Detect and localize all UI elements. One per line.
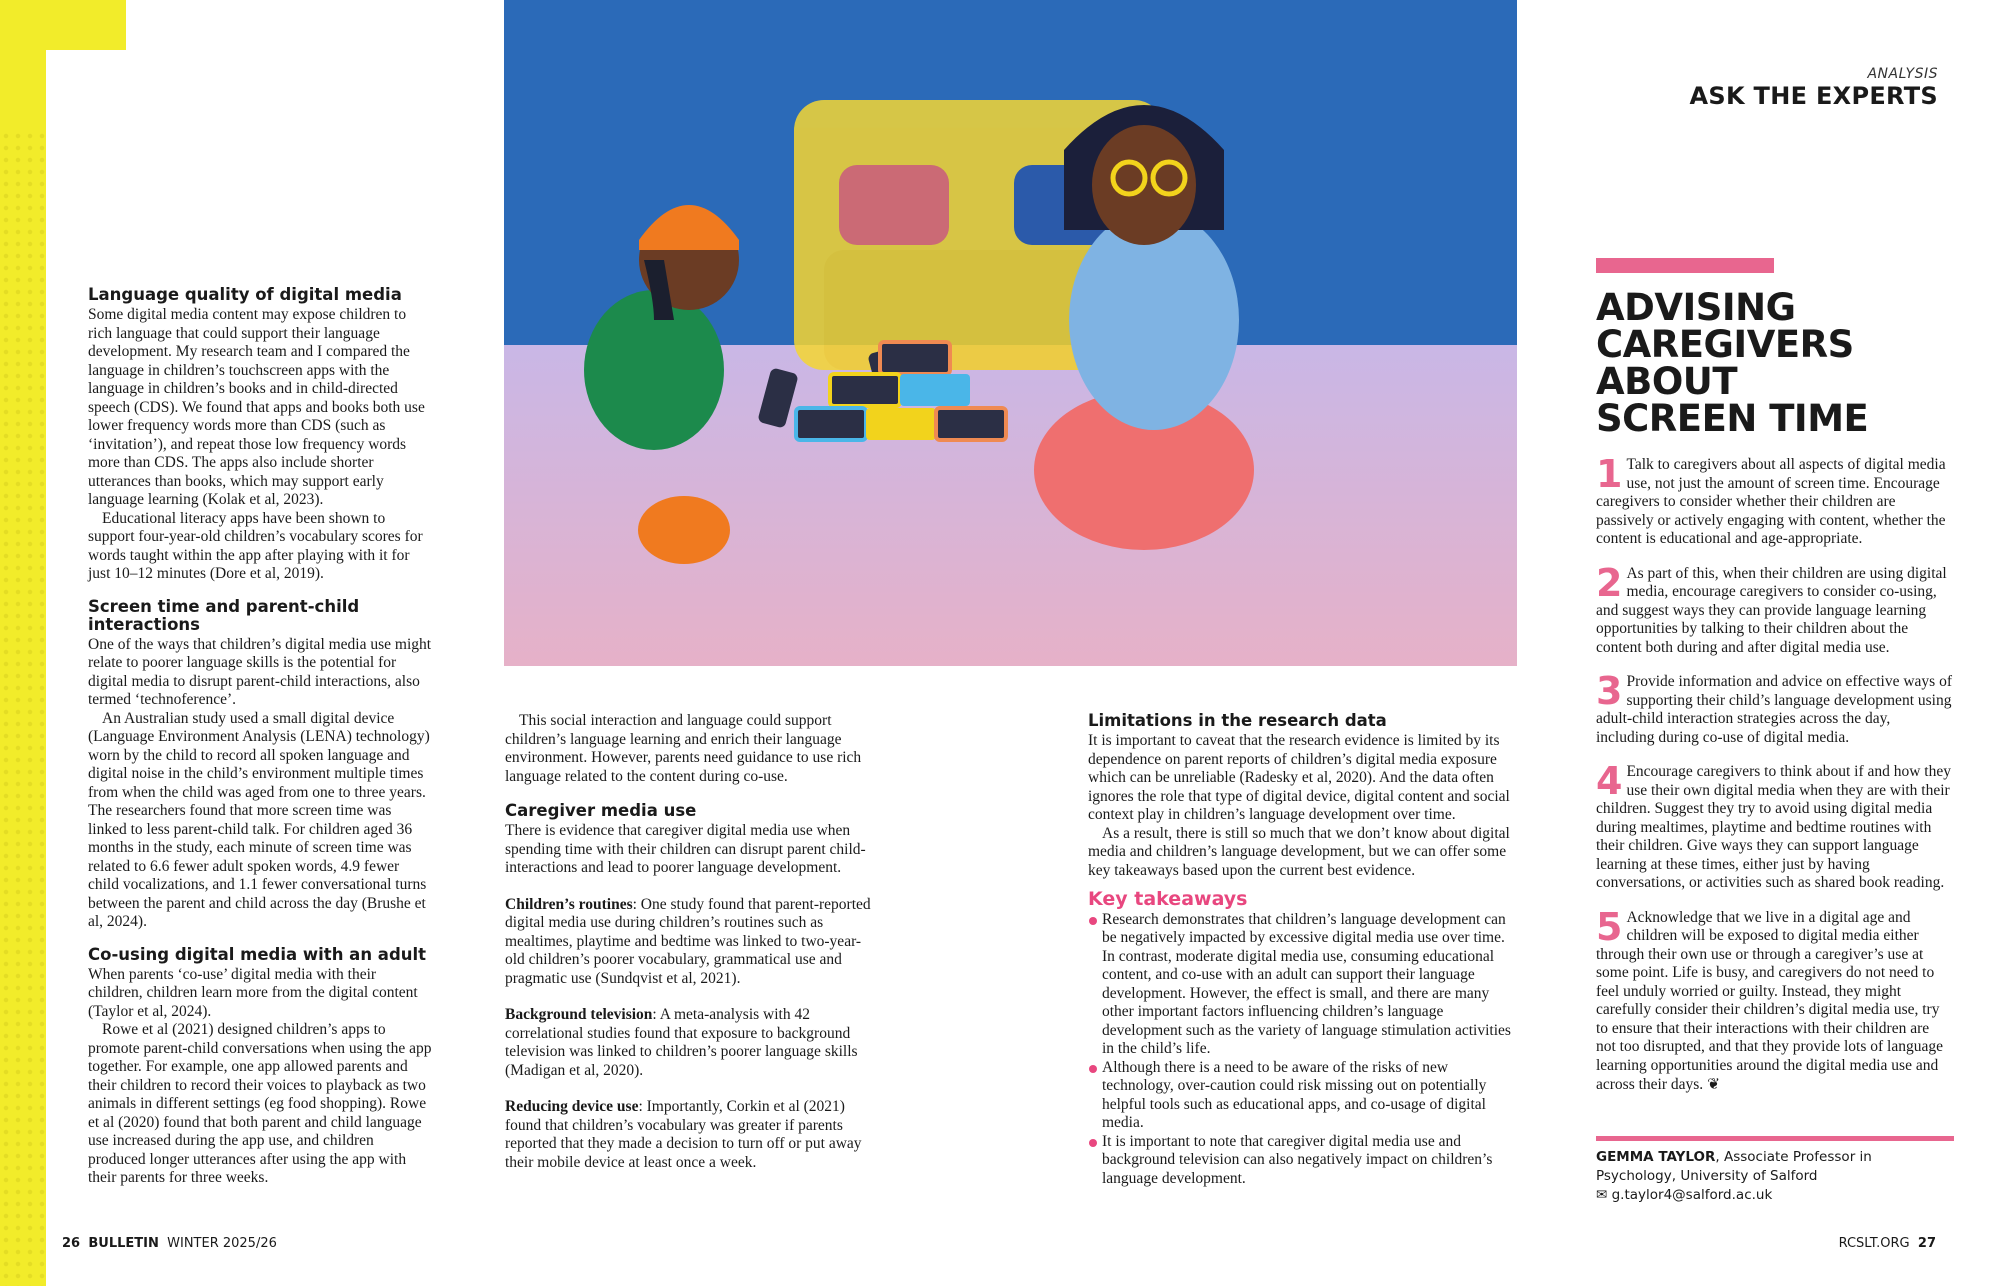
paragraph: There is evidence that caregiver digital media use when spending time with their children can disrupt parent child-interactions and lead to poorer language development. bbox=[505, 822, 866, 876]
end-mark-icon: ❦ bbox=[1707, 1075, 1721, 1093]
lead-in: Reducing device use bbox=[505, 1098, 639, 1115]
email-icon: ✉ bbox=[1596, 1187, 1608, 1203]
author-name: GEMMA TAYLOR bbox=[1596, 1149, 1716, 1165]
title-line: ADVISING bbox=[1596, 286, 1796, 329]
heading-limitations: Limitations in the research data bbox=[1088, 711, 1387, 730]
tip-number: 4 bbox=[1596, 759, 1623, 803]
heading-screen-time: Screen time and parent-child interactions bbox=[88, 596, 360, 634]
article-column-3 bbox=[1088, 712, 1514, 1188]
paragraph: An Australian study used a small digital device (Language Environment Analysis (LENA) technology) worn by the child to record all spoken language and digital noise in the child’s environment multiple times from when the child was aged from one to three years. The researchers found that more screen time was linked to less parent-child talk. For children aged 36 months in the study, each minute of screen time was related to 6.6 fewer adult spoken words, 4.9 fewer child vocalizations, and 1.1 fewer conversational turns between the parent and child across the day (Brushe et al, 2024). bbox=[88, 709, 430, 930]
issue-label: WINTER 2025/26 bbox=[167, 1236, 277, 1251]
heading-language-quality: Language quality of digital media bbox=[88, 285, 402, 304]
tip-item bbox=[1596, 669, 1952, 747]
paragraph: As a result, there is still so much that we don’t know about digital media and children’s language development, but we can offer some key takeaways based upon the current best evidence. bbox=[1088, 824, 1510, 879]
publication-name: BULLETIN bbox=[88, 1236, 159, 1251]
footer-left bbox=[62, 1236, 277, 1251]
paragraph-body: : A meta-analysis with 42 correlational studies found that exposure to background television was linked to children’s poorer language skills (Madigan et al, 2020). bbox=[505, 1006, 858, 1079]
lead-in: Background television bbox=[505, 1006, 653, 1023]
author-role: , Associate Professor in Psychology, University of Salford bbox=[1596, 1149, 1872, 1184]
heading-co-using: Co-using digital media with an adult bbox=[88, 944, 427, 964]
paragraph: When parents ‘co-use’ digital media with their children, children learn more from the digital content (Taylor et al, 2024). bbox=[88, 965, 418, 1020]
illustration-svg bbox=[504, 0, 1517, 666]
takeaways-list bbox=[1088, 911, 1514, 1189]
article-column-1 bbox=[88, 286, 434, 1188]
paragraph: Some digital media content may expose children to rich language that could support their language development. My research team and I compared the language in children’s touchscreen apps with the language in children’s books and in child-directed speech (CDS). We found that apps and books both use lower frequency words more than CDS (such as ‘invitation’), and repeat those low frequency words more than CDS. The apps also include shorter utterances than books, which may support early language learning (Kolak et al, 2023). bbox=[88, 306, 425, 508]
heading-caregiver-media: Caregiver media use bbox=[505, 801, 697, 820]
tip-text: Provide information and advice on effective ways of supporting their child’s language development using adult-child interaction strategies across the day, including during co-use of digital media. bbox=[1596, 673, 1952, 746]
tip-text: Encourage caregivers to think about if and how they use their own digital media when they are with their children. Suggest they try to avoid using digital media during mealtimes, playtime and bedtime routines with their children. Give ways they can support language learning at these times, either just by having conversations, or activities such as shared book reading. bbox=[1596, 763, 1951, 891]
title-line: SCREEN TIME bbox=[1596, 397, 1869, 440]
author-credit bbox=[1596, 1148, 1956, 1205]
page-number-left: 26 bbox=[62, 1236, 81, 1251]
site-url[interactable]: RCSLT.ORG bbox=[1838, 1236, 1910, 1251]
sidebar-title bbox=[1596, 286, 1936, 440]
tip-number: 3 bbox=[1596, 669, 1623, 713]
sidebar-accent-bar bbox=[1596, 258, 1774, 273]
paragraph: Rowe et al (2021) designed children’s apps to promote parent-child conversations when using the app together. For example, one app allowed parents and their children to record their voices to playback as two animals in different settings (eg food shopping). Rowe et al (2020) found that both parent and child language use increased during the app use, and children produced longer utterances after using the app with their parents for three weeks. bbox=[88, 1021, 432, 1186]
article-column-2 bbox=[505, 712, 877, 1172]
tip-item bbox=[1596, 560, 1952, 658]
footer-right bbox=[1839, 1236, 1936, 1251]
paragraph-routines bbox=[505, 896, 877, 989]
paragraph-body: : One study found that parent-reported digital media use during children’s routines such as mealtimes, playtime and bedtime was linked to two-year-old children’s poorer vocabulary, grammatical use and pragmatic use (Sundqvist et al, 2021). bbox=[505, 895, 871, 987]
paragraph: One of the ways that children’s digital media use might relate to poorer language skills is the potential for digital media to disrupt parent-child interactions, also termed ‘technoference’. bbox=[88, 635, 432, 708]
title-line: CAREGIVERS bbox=[1596, 323, 1854, 366]
author-email[interactable]: g.taylor4@salford.ac.uk bbox=[1611, 1187, 1773, 1203]
tip-item bbox=[1596, 904, 1952, 1095]
yellow-corner-tab bbox=[46, 0, 126, 50]
tip-number: 5 bbox=[1596, 904, 1623, 949]
paragraph: This social interaction and language could support children’s language learning and enrich their language environment. However, parents need guidance to use rich language related to the content during co-use. bbox=[505, 712, 862, 785]
title-line: ABOUT bbox=[1596, 360, 1738, 403]
tip-item bbox=[1596, 452, 1952, 549]
tip-number: 1 bbox=[1596, 452, 1623, 496]
key-takeaways-heading: Key takeaways bbox=[1088, 888, 1248, 910]
paragraph-background-tv bbox=[505, 1006, 877, 1080]
paragraph-reducing bbox=[505, 1098, 877, 1172]
section-label: ANALYSIS bbox=[1867, 66, 1938, 82]
page-number-right: 27 bbox=[1917, 1236, 1936, 1251]
paragraph: It is important to caveat that the research evidence is limited by its dependence on parent reports of children’s digital media exposure which can be unreliable (Radesky et al, 2020). And the data often ignores the role that type of digital device, digital content and social context play in children’s language development over time. bbox=[1088, 732, 1510, 823]
tip-text: As part of this, when their children are using digital media, encourage caregivers to consider co-using, and suggest ways they can provide language learning opportunities by talking to their children about the content both during and after digital media use. bbox=[1596, 564, 1947, 656]
hex-pattern bbox=[0, 130, 46, 1286]
list-item: Research demonstrates that children’s language development can be negatively impacted by excessive digital media use over time. In contrast, moderate digital media use, consuming educational content, and co-use with an adult can support their language development. However, the effect is small, and there are many other important factors influencing children’s language development such as the variety of language stimulation activities in the child’s life. bbox=[1088, 911, 1514, 1059]
lead-in: Children’s routines bbox=[505, 895, 633, 913]
hero-illustration bbox=[504, 0, 1517, 666]
list-item: Although there is a need to be aware of the risks of new technology, over-caution could risk missing out on potentially helpful tools such as educational apps, and co-usage of digital media. bbox=[1088, 1059, 1514, 1133]
list-item: It is important to note that caregiver digital media use and background television can also negatively impact on children’s language development. bbox=[1088, 1133, 1514, 1189]
tips-list bbox=[1596, 452, 1952, 1111]
paragraph: Educational literacy apps have been shown to support four-year-old children’s vocabulary scores for words taught within the app after playing with it for just 10–12 minutes (Dore et al, 2019). bbox=[88, 509, 423, 582]
paragraph-body: : Importantly, Corkin et al (2021) found that children’s vocabulary was greater if parents reported that they made a decision to turn off or put away their mobile device at least once a week. bbox=[505, 1098, 862, 1171]
tip-text: Acknowledge that we live in a digital age and children will be exposed to digital media either through their own use or through a caregiver’s use at some point. Life is busy, and caregivers do not need to feel unduly worried or guilty. Instead, they might carefully consider their children’s digital media use, try to ensure that their interactions with their children are not too disrupted, and that they provide lots of language learning opportunities around the digital media use and across their days. bbox=[1596, 908, 1943, 1093]
tip-item bbox=[1596, 759, 1952, 893]
sidebar-bottom-rule bbox=[1596, 1136, 1954, 1141]
section-title: ASK THE EXPERTS bbox=[1689, 82, 1938, 110]
tip-number: 2 bbox=[1596, 560, 1623, 605]
tip-text: Talk to caregivers about all aspects of digital media use, not just the amount of screen time. Encourage caregivers to consider whether their children are passively or actively engaging with content, whether the content is educational and age-appropriate. bbox=[1596, 456, 1946, 547]
